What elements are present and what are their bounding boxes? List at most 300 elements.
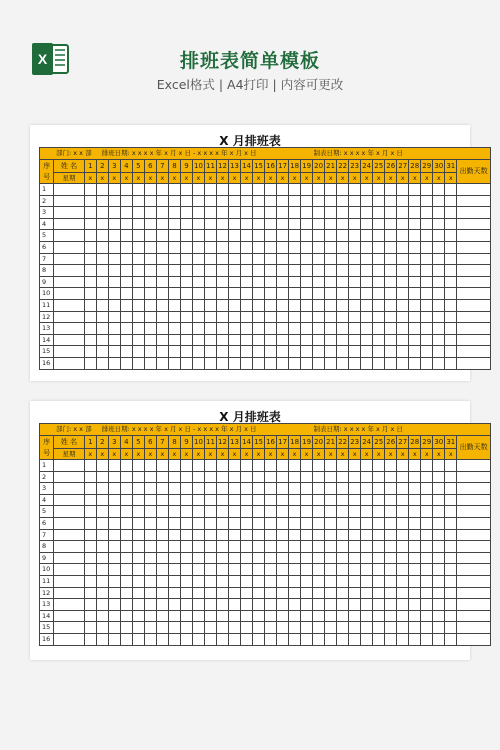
attendance-cell[interactable] <box>457 241 491 253</box>
shift-cell[interactable] <box>180 483 192 495</box>
shift-cell[interactable] <box>204 218 216 230</box>
shift-cell[interactable] <box>289 195 301 207</box>
shift-cell[interactable] <box>168 471 180 483</box>
shift-cell[interactable] <box>301 288 313 300</box>
shift-cell[interactable] <box>84 207 96 219</box>
shift-cell[interactable] <box>301 276 313 288</box>
shift-cell[interactable] <box>192 276 204 288</box>
shift-cell[interactable] <box>361 460 373 472</box>
shift-cell[interactable] <box>96 471 108 483</box>
shift-cell[interactable] <box>433 529 445 541</box>
name-cell[interactable] <box>54 599 85 611</box>
shift-cell[interactable] <box>445 265 457 277</box>
shift-cell[interactable] <box>349 265 361 277</box>
shift-cell[interactable] <box>325 517 337 529</box>
shift-cell[interactable] <box>349 541 361 553</box>
shift-cell[interactable] <box>84 218 96 230</box>
shift-cell[interactable] <box>156 610 168 622</box>
shift-cell[interactable] <box>253 506 265 518</box>
shift-cell[interactable] <box>373 494 385 506</box>
shift-cell[interactable] <box>96 622 108 634</box>
shift-cell[interactable] <box>253 541 265 553</box>
shift-cell[interactable] <box>397 541 409 553</box>
shift-cell[interactable] <box>361 483 373 495</box>
shift-cell[interactable] <box>168 564 180 576</box>
shift-cell[interactable] <box>409 483 421 495</box>
shift-cell[interactable] <box>265 529 277 541</box>
shift-cell[interactable] <box>144 599 156 611</box>
shift-cell[interactable] <box>433 460 445 472</box>
shift-cell[interactable] <box>96 633 108 645</box>
shift-cell[interactable] <box>361 253 373 265</box>
shift-cell[interactable] <box>373 323 385 335</box>
shift-cell[interactable] <box>96 276 108 288</box>
shift-cell[interactable] <box>277 564 289 576</box>
shift-cell[interactable] <box>144 207 156 219</box>
shift-cell[interactable] <box>192 265 204 277</box>
shift-cell[interactable] <box>397 323 409 335</box>
shift-cell[interactable] <box>385 276 397 288</box>
shift-cell[interactable] <box>337 230 349 242</box>
shift-cell[interactable] <box>385 471 397 483</box>
shift-cell[interactable] <box>373 184 385 196</box>
shift-cell[interactable] <box>216 346 228 358</box>
shift-cell[interactable] <box>241 265 253 277</box>
shift-cell[interactable] <box>120 299 132 311</box>
shift-cell[interactable] <box>253 357 265 369</box>
shift-cell[interactable] <box>216 633 228 645</box>
shift-cell[interactable] <box>301 323 313 335</box>
shift-cell[interactable] <box>84 529 96 541</box>
shift-cell[interactable] <box>397 357 409 369</box>
shift-cell[interactable] <box>445 334 457 346</box>
shift-cell[interactable] <box>180 517 192 529</box>
shift-cell[interactable] <box>216 506 228 518</box>
shift-cell[interactable] <box>361 529 373 541</box>
shift-cell[interactable] <box>289 357 301 369</box>
shift-cell[interactable] <box>132 230 144 242</box>
shift-cell[interactable] <box>144 253 156 265</box>
shift-cell[interactable] <box>337 357 349 369</box>
name-cell[interactable] <box>54 346 85 358</box>
shift-cell[interactable] <box>349 218 361 230</box>
shift-cell[interactable] <box>132 207 144 219</box>
shift-cell[interactable] <box>120 323 132 335</box>
shift-cell[interactable] <box>204 346 216 358</box>
shift-cell[interactable] <box>253 471 265 483</box>
shift-cell[interactable] <box>204 506 216 518</box>
shift-cell[interactable] <box>313 184 325 196</box>
shift-cell[interactable] <box>216 218 228 230</box>
shift-cell[interactable] <box>289 587 301 599</box>
shift-cell[interactable] <box>216 622 228 634</box>
shift-cell[interactable] <box>156 506 168 518</box>
shift-cell[interactable] <box>385 265 397 277</box>
shift-cell[interactable] <box>373 517 385 529</box>
shift-cell[interactable] <box>397 552 409 564</box>
shift-cell[interactable] <box>313 346 325 358</box>
shift-cell[interactable] <box>337 207 349 219</box>
name-cell[interactable] <box>54 276 85 288</box>
shift-cell[interactable] <box>192 610 204 622</box>
shift-cell[interactable] <box>144 311 156 323</box>
shift-cell[interactable] <box>325 587 337 599</box>
shift-cell[interactable] <box>168 633 180 645</box>
shift-cell[interactable] <box>373 311 385 323</box>
shift-cell[interactable] <box>241 599 253 611</box>
shift-cell[interactable] <box>373 265 385 277</box>
shift-cell[interactable] <box>445 253 457 265</box>
shift-cell[interactable] <box>409 564 421 576</box>
shift-cell[interactable] <box>253 218 265 230</box>
shift-cell[interactable] <box>120 610 132 622</box>
shift-cell[interactable] <box>361 633 373 645</box>
shift-cell[interactable] <box>108 460 120 472</box>
shift-cell[interactable] <box>84 334 96 346</box>
shift-cell[interactable] <box>229 276 241 288</box>
shift-cell[interactable] <box>313 494 325 506</box>
shift-cell[interactable] <box>84 230 96 242</box>
shift-cell[interactable] <box>108 207 120 219</box>
shift-cell[interactable] <box>409 610 421 622</box>
shift-cell[interactable] <box>361 195 373 207</box>
shift-cell[interactable] <box>433 587 445 599</box>
shift-cell[interactable] <box>289 323 301 335</box>
shift-cell[interactable] <box>277 276 289 288</box>
attendance-cell[interactable] <box>457 483 491 495</box>
shift-cell[interactable] <box>337 483 349 495</box>
shift-cell[interactable] <box>433 471 445 483</box>
shift-cell[interactable] <box>313 564 325 576</box>
shift-cell[interactable] <box>253 517 265 529</box>
shift-cell[interactable] <box>204 541 216 553</box>
shift-cell[interactable] <box>433 311 445 323</box>
shift-cell[interactable] <box>216 207 228 219</box>
shift-cell[interactable] <box>241 334 253 346</box>
shift-cell[interactable] <box>289 599 301 611</box>
shift-cell[interactable] <box>373 483 385 495</box>
shift-cell[interactable] <box>132 552 144 564</box>
shift-cell[interactable] <box>277 299 289 311</box>
shift-cell[interactable] <box>96 207 108 219</box>
shift-cell[interactable] <box>144 633 156 645</box>
shift-cell[interactable] <box>192 311 204 323</box>
shift-cell[interactable] <box>204 633 216 645</box>
shift-cell[interactable] <box>144 552 156 564</box>
shift-cell[interactable] <box>313 471 325 483</box>
shift-cell[interactable] <box>120 494 132 506</box>
shift-cell[interactable] <box>144 610 156 622</box>
shift-cell[interactable] <box>337 276 349 288</box>
shift-cell[interactable] <box>84 288 96 300</box>
shift-cell[interactable] <box>301 587 313 599</box>
shift-cell[interactable] <box>229 184 241 196</box>
shift-cell[interactable] <box>168 299 180 311</box>
shift-cell[interactable] <box>144 323 156 335</box>
shift-cell[interactable] <box>277 575 289 587</box>
shift-cell[interactable] <box>301 483 313 495</box>
shift-cell[interactable] <box>216 541 228 553</box>
shift-cell[interactable] <box>132 517 144 529</box>
shift-cell[interactable] <box>337 218 349 230</box>
shift-cell[interactable] <box>204 529 216 541</box>
shift-cell[interactable] <box>108 575 120 587</box>
shift-cell[interactable] <box>421 311 433 323</box>
shift-cell[interactable] <box>349 207 361 219</box>
shift-cell[interactable] <box>108 529 120 541</box>
shift-cell[interactable] <box>361 311 373 323</box>
attendance-cell[interactable] <box>457 218 491 230</box>
shift-cell[interactable] <box>241 207 253 219</box>
shift-cell[interactable] <box>229 599 241 611</box>
shift-cell[interactable] <box>313 517 325 529</box>
shift-cell[interactable] <box>301 552 313 564</box>
shift-cell[interactable] <box>180 218 192 230</box>
shift-cell[interactable] <box>325 483 337 495</box>
shift-cell[interactable] <box>156 207 168 219</box>
attendance-cell[interactable] <box>457 541 491 553</box>
shift-cell[interactable] <box>120 357 132 369</box>
shift-cell[interactable] <box>313 622 325 634</box>
shift-cell[interactable] <box>433 276 445 288</box>
shift-cell[interactable] <box>337 471 349 483</box>
shift-cell[interactable] <box>156 471 168 483</box>
shift-cell[interactable] <box>168 622 180 634</box>
shift-cell[interactable] <box>180 195 192 207</box>
shift-cell[interactable] <box>96 517 108 529</box>
shift-cell[interactable] <box>445 494 457 506</box>
shift-cell[interactable] <box>277 323 289 335</box>
shift-cell[interactable] <box>216 323 228 335</box>
shift-cell[interactable] <box>229 323 241 335</box>
shift-cell[interactable] <box>132 323 144 335</box>
shift-cell[interactable] <box>132 334 144 346</box>
shift-cell[interactable] <box>421 276 433 288</box>
shift-cell[interactable] <box>289 575 301 587</box>
shift-cell[interactable] <box>241 460 253 472</box>
shift-cell[interactable] <box>253 311 265 323</box>
shift-cell[interactable] <box>325 610 337 622</box>
shift-cell[interactable] <box>108 184 120 196</box>
shift-cell[interactable] <box>385 218 397 230</box>
shift-cell[interactable] <box>180 587 192 599</box>
attendance-cell[interactable] <box>457 323 491 335</box>
shift-cell[interactable] <box>361 610 373 622</box>
shift-cell[interactable] <box>361 471 373 483</box>
shift-cell[interactable] <box>108 541 120 553</box>
attendance-cell[interactable] <box>457 564 491 576</box>
shift-cell[interactable] <box>132 299 144 311</box>
shift-cell[interactable] <box>313 241 325 253</box>
shift-cell[interactable] <box>229 622 241 634</box>
shift-cell[interactable] <box>216 265 228 277</box>
shift-cell[interactable] <box>301 299 313 311</box>
shift-cell[interactable] <box>204 323 216 335</box>
shift-cell[interactable] <box>192 195 204 207</box>
shift-cell[interactable] <box>156 564 168 576</box>
shift-cell[interactable] <box>421 529 433 541</box>
shift-cell[interactable] <box>349 517 361 529</box>
shift-cell[interactable] <box>349 575 361 587</box>
shift-cell[interactable] <box>229 552 241 564</box>
shift-cell[interactable] <box>337 346 349 358</box>
shift-cell[interactable] <box>289 483 301 495</box>
shift-cell[interactable] <box>277 541 289 553</box>
shift-cell[interactable] <box>192 622 204 634</box>
shift-cell[interactable] <box>108 622 120 634</box>
shift-cell[interactable] <box>445 552 457 564</box>
shift-cell[interactable] <box>313 276 325 288</box>
shift-cell[interactable] <box>216 299 228 311</box>
shift-cell[interactable] <box>409 241 421 253</box>
shift-cell[interactable] <box>192 529 204 541</box>
shift-cell[interactable] <box>433 218 445 230</box>
shift-cell[interactable] <box>409 494 421 506</box>
shift-cell[interactable] <box>385 564 397 576</box>
shift-cell[interactable] <box>168 357 180 369</box>
shift-cell[interactable] <box>156 575 168 587</box>
shift-cell[interactable] <box>373 299 385 311</box>
shift-cell[interactable] <box>108 276 120 288</box>
shift-cell[interactable] <box>445 276 457 288</box>
shift-cell[interactable] <box>204 599 216 611</box>
shift-cell[interactable] <box>253 299 265 311</box>
shift-cell[interactable] <box>421 218 433 230</box>
shift-cell[interactable] <box>373 357 385 369</box>
shift-cell[interactable] <box>132 195 144 207</box>
shift-cell[interactable] <box>180 276 192 288</box>
shift-cell[interactable] <box>156 323 168 335</box>
shift-cell[interactable] <box>96 564 108 576</box>
shift-cell[interactable] <box>216 552 228 564</box>
shift-cell[interactable] <box>96 195 108 207</box>
attendance-cell[interactable] <box>457 529 491 541</box>
shift-cell[interactable] <box>289 494 301 506</box>
shift-cell[interactable] <box>325 575 337 587</box>
shift-cell[interactable] <box>385 241 397 253</box>
shift-cell[interactable] <box>289 288 301 300</box>
shift-cell[interactable] <box>277 529 289 541</box>
shift-cell[interactable] <box>168 195 180 207</box>
shift-cell[interactable] <box>277 610 289 622</box>
shift-cell[interactable] <box>84 506 96 518</box>
shift-cell[interactable] <box>349 622 361 634</box>
shift-cell[interactable] <box>397 288 409 300</box>
shift-cell[interactable] <box>349 529 361 541</box>
shift-cell[interactable] <box>277 517 289 529</box>
shift-cell[interactable] <box>84 633 96 645</box>
shift-cell[interactable] <box>192 241 204 253</box>
name-cell[interactable] <box>54 633 85 645</box>
shift-cell[interactable] <box>108 483 120 495</box>
shift-cell[interactable] <box>192 230 204 242</box>
shift-cell[interactable] <box>253 230 265 242</box>
shift-cell[interactable] <box>301 253 313 265</box>
shift-cell[interactable] <box>108 253 120 265</box>
shift-cell[interactable] <box>120 288 132 300</box>
shift-cell[interactable] <box>204 357 216 369</box>
shift-cell[interactable] <box>180 471 192 483</box>
shift-cell[interactable] <box>265 230 277 242</box>
shift-cell[interactable] <box>349 460 361 472</box>
shift-cell[interactable] <box>421 207 433 219</box>
shift-cell[interactable] <box>313 357 325 369</box>
shift-cell[interactable] <box>216 253 228 265</box>
shift-cell[interactable] <box>96 575 108 587</box>
shift-cell[interactable] <box>325 253 337 265</box>
shift-cell[interactable] <box>84 241 96 253</box>
shift-cell[interactable] <box>301 311 313 323</box>
shift-cell[interactable] <box>96 494 108 506</box>
shift-cell[interactable] <box>241 218 253 230</box>
shift-cell[interactable] <box>349 494 361 506</box>
shift-cell[interactable] <box>277 265 289 277</box>
shift-cell[interactable] <box>313 529 325 541</box>
shift-cell[interactable] <box>313 288 325 300</box>
shift-cell[interactable] <box>385 587 397 599</box>
shift-cell[interactable] <box>132 460 144 472</box>
shift-cell[interactable] <box>265 506 277 518</box>
shift-cell[interactable] <box>132 494 144 506</box>
shift-cell[interactable] <box>349 599 361 611</box>
shift-cell[interactable] <box>144 541 156 553</box>
shift-cell[interactable] <box>325 622 337 634</box>
shift-cell[interactable] <box>433 299 445 311</box>
shift-cell[interactable] <box>132 529 144 541</box>
shift-cell[interactable] <box>445 587 457 599</box>
shift-cell[interactable] <box>216 587 228 599</box>
shift-cell[interactable] <box>216 241 228 253</box>
shift-cell[interactable] <box>204 460 216 472</box>
shift-cell[interactable] <box>409 541 421 553</box>
shift-cell[interactable] <box>180 288 192 300</box>
shift-cell[interactable] <box>120 587 132 599</box>
shift-cell[interactable] <box>421 564 433 576</box>
shift-cell[interactable] <box>277 346 289 358</box>
shift-cell[interactable] <box>397 311 409 323</box>
shift-cell[interactable] <box>241 195 253 207</box>
shift-cell[interactable] <box>144 494 156 506</box>
shift-cell[interactable] <box>229 587 241 599</box>
shift-cell[interactable] <box>96 506 108 518</box>
shift-cell[interactable] <box>373 241 385 253</box>
shift-cell[interactable] <box>421 552 433 564</box>
shift-cell[interactable] <box>445 230 457 242</box>
shift-cell[interactable] <box>325 276 337 288</box>
shift-cell[interactable] <box>132 218 144 230</box>
shift-cell[interactable] <box>192 218 204 230</box>
shift-cell[interactable] <box>168 276 180 288</box>
shift-cell[interactable] <box>349 241 361 253</box>
shift-cell[interactable] <box>421 184 433 196</box>
shift-cell[interactable] <box>156 311 168 323</box>
shift-cell[interactable] <box>313 599 325 611</box>
shift-cell[interactable] <box>192 564 204 576</box>
shift-cell[interactable] <box>433 633 445 645</box>
shift-cell[interactable] <box>144 517 156 529</box>
shift-cell[interactable] <box>120 599 132 611</box>
name-cell[interactable] <box>54 357 85 369</box>
shift-cell[interactable] <box>325 541 337 553</box>
name-cell[interactable] <box>54 587 85 599</box>
shift-cell[interactable] <box>144 334 156 346</box>
name-cell[interactable] <box>54 622 85 634</box>
shift-cell[interactable] <box>373 633 385 645</box>
shift-cell[interactable] <box>204 207 216 219</box>
shift-cell[interactable] <box>421 633 433 645</box>
shift-cell[interactable] <box>96 587 108 599</box>
shift-cell[interactable] <box>253 323 265 335</box>
